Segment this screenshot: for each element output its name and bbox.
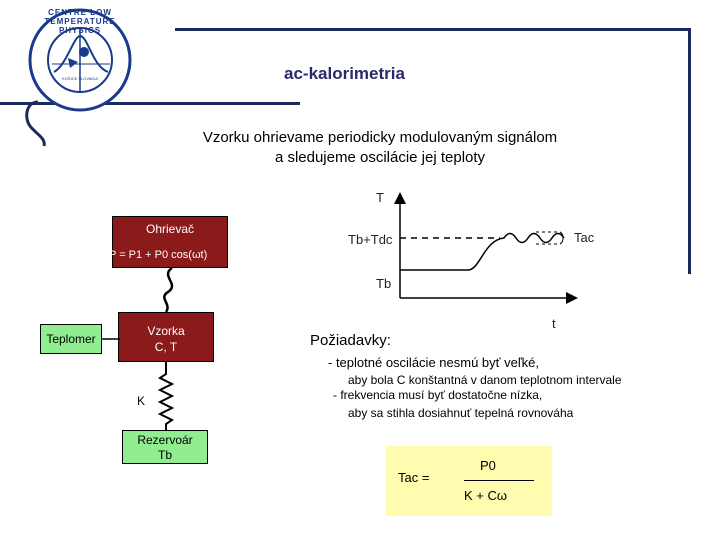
logo-center-text: KOŠICE SLOVAKIA [62, 76, 98, 81]
right-divider-line [688, 28, 691, 274]
requirement-2-detail: aby sa stihla dosiahnuť tepelná rovnováha [348, 406, 574, 420]
subtitle-line-1: Vzorku ohrievame periodicky modulovaným signálom [202, 129, 558, 146]
slide-title: ac-kalorimetria [284, 64, 405, 83]
graph-y-label: T [376, 190, 384, 205]
sample-box [118, 312, 214, 362]
graph-amplitude-label: Tac [574, 230, 595, 245]
thermometer-box: Teplomer [40, 324, 102, 354]
formula-denominator: K + Cω [464, 488, 508, 503]
graph-x-label: t [552, 316, 556, 331]
sample-variables: C, T [154, 340, 178, 354]
logo-ring-text: CENTRE LOW TEMPERATURE PHYSICS [44, 8, 116, 35]
formula-numerator: P0 [480, 458, 496, 473]
temperature-time-graph [340, 188, 610, 328]
graph-upper-level-label: Tb+Tdc [348, 232, 393, 247]
heater-box [109, 216, 228, 268]
slide-subtitle [120, 128, 640, 168]
reservoir-box [122, 430, 208, 464]
thermometer-connector [100, 336, 120, 342]
formula-lhs: Tac = [398, 470, 430, 485]
requirement-1-detail: aby bola C konštantná v danom teplotnom intervale [348, 373, 622, 387]
thermal-link-spring [150, 362, 190, 432]
reservoir-temperature: Tb [157, 448, 172, 462]
requirement-2: - frekvencia musí byť dostatočne nízka, [333, 388, 543, 402]
subtitle-line-2: a sledujeme oscilácie jej teploty [274, 149, 486, 166]
heater-formula: P = P1 + P0 cos(ωt) [109, 249, 208, 261]
requirements-heading: Požiadavky: [310, 332, 391, 349]
heater-label: Ohrievač [145, 222, 195, 236]
sample-label: Vzorka [147, 324, 185, 338]
thermal-link-label: K [137, 394, 146, 408]
formula-fraction-bar [464, 480, 534, 481]
reservoir-label: Rezervoár [137, 433, 193, 447]
top-divider-line [175, 28, 690, 31]
heat-wave-arrow [150, 266, 190, 314]
graph-lower-level-label: Tb [376, 276, 392, 291]
temperature-curve [400, 234, 564, 271]
requirement-1: - teplotné oscilácie nesmú byť veľké, [328, 355, 539, 370]
formula-box [386, 446, 552, 516]
